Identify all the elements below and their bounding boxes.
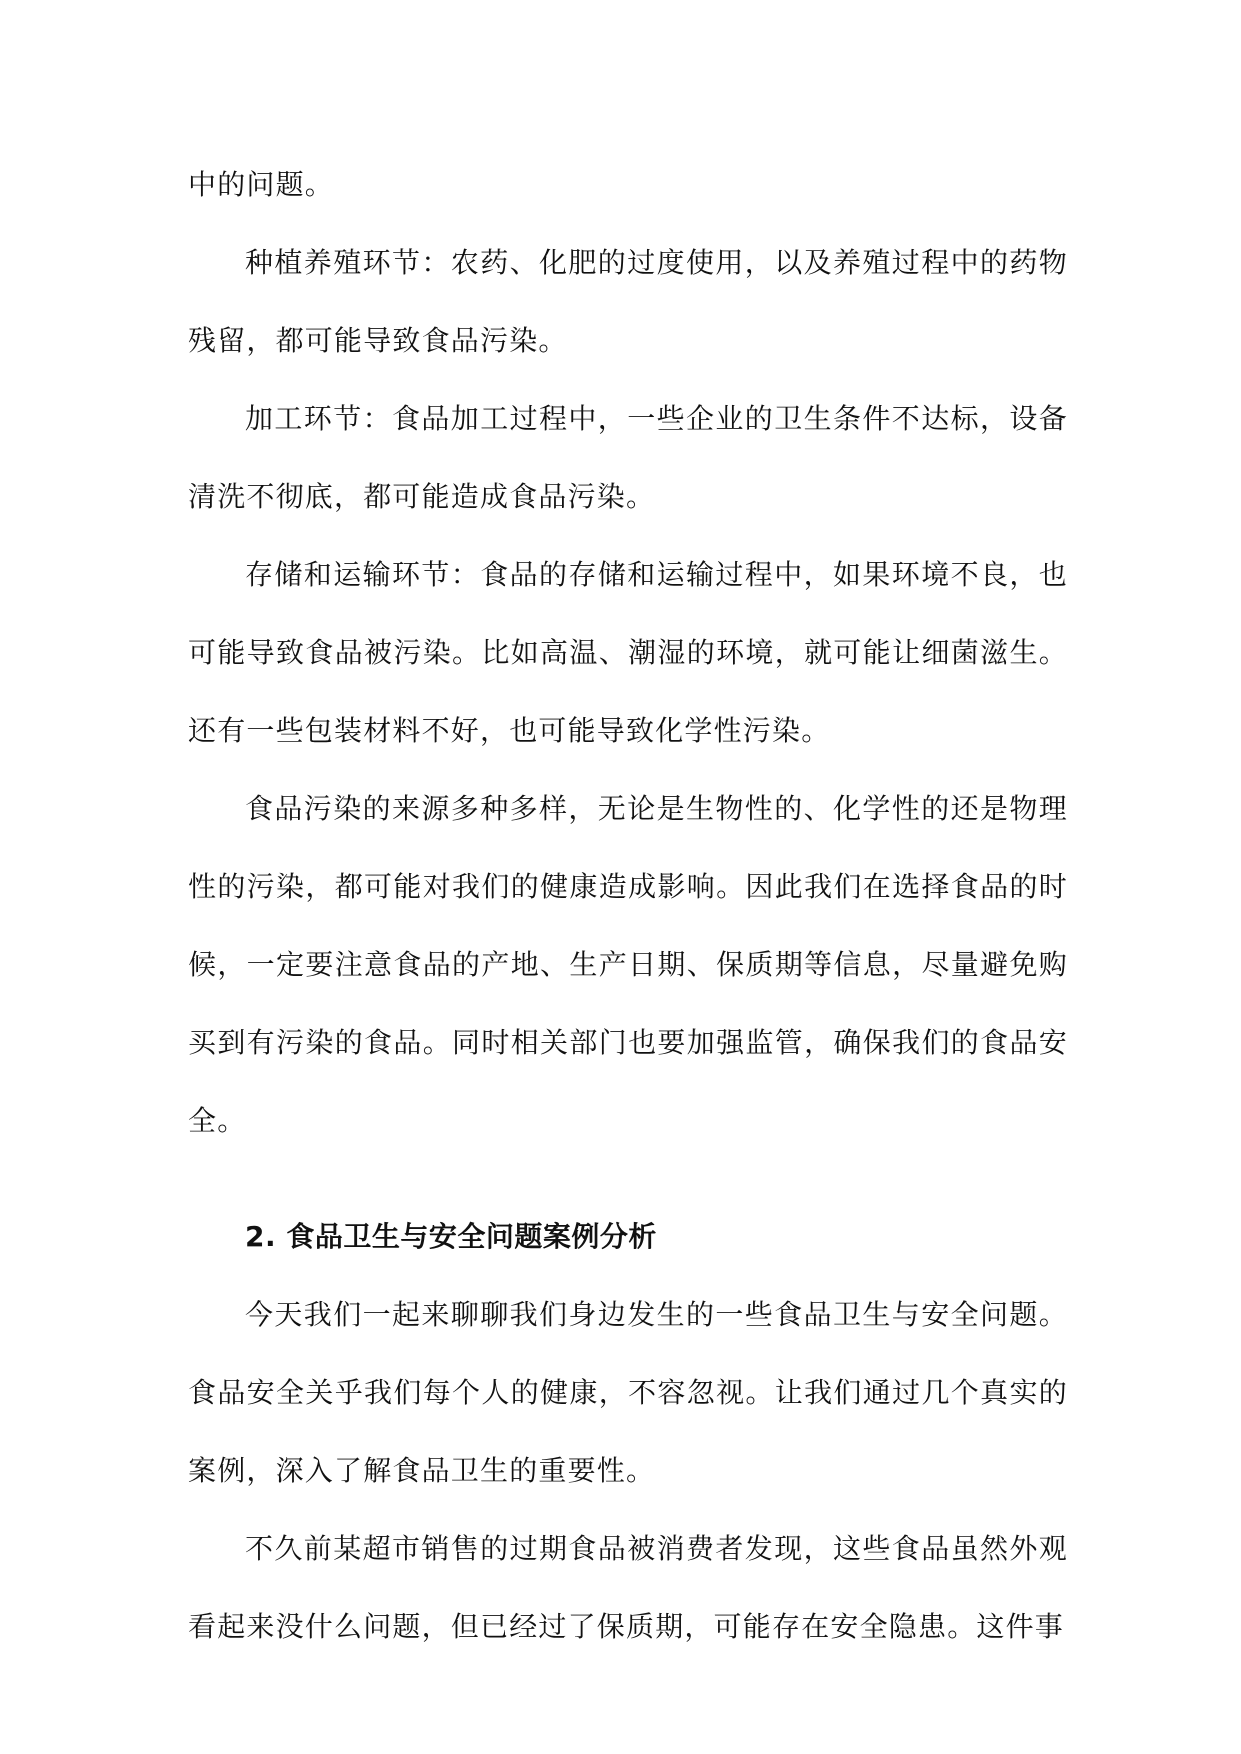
paragraph-summary: 食品污染的来源多种多样，无论是生物性的、化学性的还是物理性的污染，都可能对我们的健康造成影响。因此我们在选择食品的时候，一定要注意食品的产地、生产日期、保质期等信息，尽量避免购买到有污染的食品。同时相关部门也要加强监管，确保我们的食品安全。 [188, 792, 1068, 1137]
section-heading: 2. 食品卫生与安全问题案例分析 [245, 1220, 657, 1253]
paragraph-intro: 今天我们一起来聊聊我们身边发生的一些食品卫生与安全问题。食品安全关乎我们每个人的健康，不容忽视。让我们通过几个真实的案例，深入了解食品卫生的重要性。 [188, 1298, 1068, 1487]
paragraph-storage-transport: 存储和运输环节：食品的存储和运输过程中，如果环境不良，也可能导致食品被污染。比如高温、潮湿的环境，就可能让细菌滋生。还有一些包装材料不好，也可能导致化学性污染。 [188, 558, 1068, 747]
paragraph-case-supermarket: 不久前某超市销售的过期食品被消费者发现，这些食品虽然外观看起来没什么问题，但已经过了保质期，可能存在安全隐患。这件事 [188, 1532, 1068, 1643]
document-body [188, 146, 1068, 1666]
paragraph-continuation: 中的问题。 [188, 168, 335, 201]
paragraph-planting-breeding: 种植养殖环节：农药、化肥的过度使用，以及养殖过程中的药物残留，都可能导致食品污染。 [188, 246, 1068, 357]
paragraph-processing: 加工环节：食品加工过程中，一些企业的卫生条件不达标，设备清洗不彻底，都可能造成食品污染。 [188, 402, 1068, 513]
